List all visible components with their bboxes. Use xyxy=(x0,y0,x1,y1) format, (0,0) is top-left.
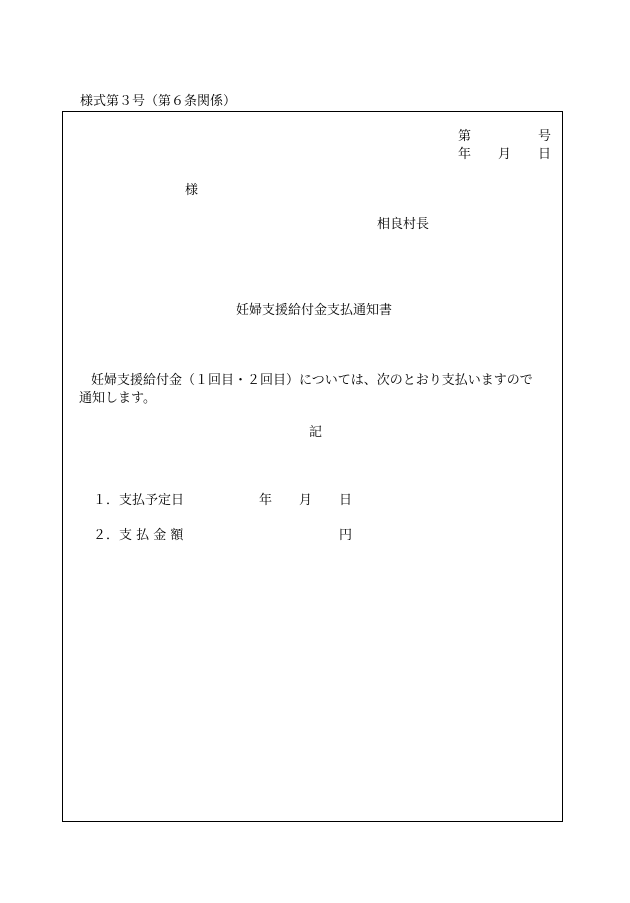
issuer: 相良村長 xyxy=(377,217,430,232)
addressee-suffix: 様 xyxy=(185,183,199,198)
item-1-month: 月 xyxy=(299,493,313,508)
item-1-label: １．支払予定日 xyxy=(93,493,185,508)
item-1-day: 日 xyxy=(339,493,353,508)
body-line-2: 通知します。 xyxy=(79,391,156,406)
document-title: 妊婦支援給付金支払通知書 xyxy=(236,303,393,318)
doc-number-go: 号 xyxy=(538,129,552,144)
date-month: 月 xyxy=(498,147,512,162)
document-frame xyxy=(62,111,563,822)
doc-number-dai: 第 xyxy=(458,129,472,144)
item-2-unit: 円 xyxy=(339,528,353,543)
item-1-year: 年 xyxy=(259,493,273,508)
date-year: 年 xyxy=(458,147,472,162)
ki-heading: 記 xyxy=(309,425,323,440)
form-number: 様式第３号（第６条関係） xyxy=(80,94,237,109)
date-day: 日 xyxy=(538,147,552,162)
body-line-1: 妊婦支援給付金（１回目・２回目）については、次のとおり支払いますので xyxy=(91,373,533,388)
item-2-label: ２．支 払 金 額 xyxy=(93,528,184,543)
